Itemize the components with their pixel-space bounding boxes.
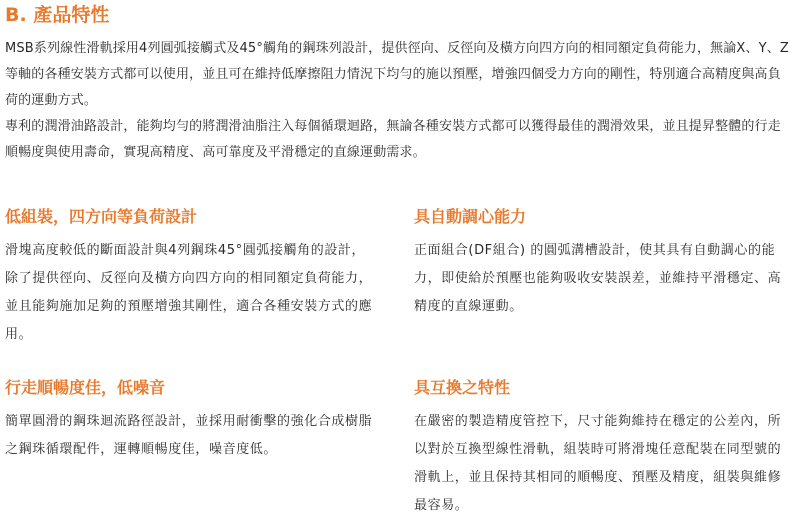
intro-text (5, 36, 793, 166)
feature-low-assembly (5, 206, 377, 349)
feature-body: 在嚴密的製造精度管控下，尺寸能夠維持在穩定的公差內，所以對於互換型線性滑軌，組裝時可將滑塊任意配裝在同型號的滑軌上，並且保持其相同的順暢度、預壓及精度，組裝與維修最容易。 (414, 414, 782, 513)
section-title: B. 產品特性 (5, 4, 110, 26)
feature-self-alignment (414, 206, 786, 321)
feature-heading: 行走順暢度佳，低噪音 (5, 378, 166, 397)
feature-heading: 具互換之特性 (414, 378, 511, 397)
feature-heading: 低組裝，四方向等負荷設計 (5, 207, 198, 226)
feature-body: 簡單圓滑的鋼珠迴流路徑設計，並採用耐衝擊的強化合成樹脂之鋼珠循環配件，運轉順暢度佳，噪音度低。 (5, 414, 373, 457)
feature-heading: 具自動調心能力 (414, 207, 527, 226)
feature-smooth-low-noise (5, 377, 377, 464)
feature-interchangeable (414, 377, 786, 520)
feature-body: 正面組合(DF組合) 的圓弧溝槽設計，使其具有自動調心的能力，即使給於預壓也能夠吸收安裝誤差，並維持平滑穩定、高精度的直線運動。 (414, 243, 782, 314)
feature-body: 滑塊高度較低的斷面設計與4列鋼珠45°圓弧接觸角的設計，除了提供徑向、反徑向及橫方向四方向的相同額定負荷能力，並且能夠施加足夠的預壓增強其剛性，適合各種安裝方式的應用。 (5, 243, 373, 342)
intro-paragraph: 專利的潤滑油路設計，能夠均勻的將潤滑油脂注入每個循環迴路，無論各種安裝方式都可以獲得最佳的潤滑效果，並且提昇整體的行走順暢度與使用壽命，實現高精度、高可靠度及平滑穩定的直線運動需求。 (5, 119, 781, 160)
intro-paragraph: MSB系列線性滑軌採用4列圓弧接觸式及45°觸角的鋼珠列設計，提供徑向、反徑向及橫方向四方向的相同額定負荷能力，無論X、Y、Z等軸的各種安裝方式都可以使用，並且可在維持低摩擦阻力情況下均勻的施以預壓，增強四個受力方向的剛性，特別適合高精度與高負荷的運動方式。 (5, 41, 789, 108)
